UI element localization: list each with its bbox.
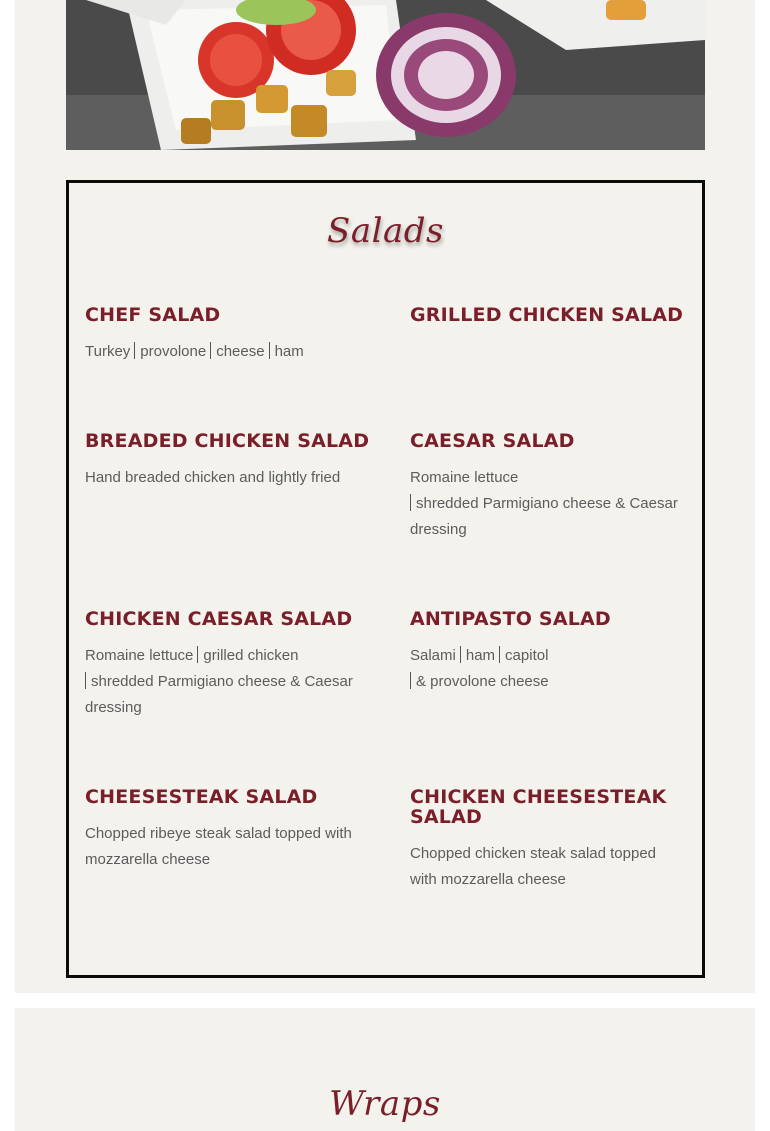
item-description	[410, 465, 690, 543]
item-description	[410, 643, 695, 695]
salads-menu-box	[66, 180, 705, 978]
section-title-salads: Salads	[327, 211, 444, 251]
separator	[410, 672, 411, 689]
desc-part: Salami	[410, 647, 456, 664]
desc-part: Romaine lettuce	[410, 469, 519, 486]
separator	[410, 494, 411, 511]
item-description: Chopped ribeye steak salad topped with mozzarella cheese	[85, 825, 352, 868]
menu-item-caesar-salad	[410, 431, 690, 543]
wraps-panel	[15, 1008, 755, 1131]
desc-part: grilled chicken	[203, 647, 299, 664]
desc-part: Romaine lettuce	[85, 647, 194, 664]
item-name: CAESAR SALAD	[410, 430, 575, 452]
menu-item-chicken-cheesesteak-salad	[410, 787, 675, 893]
item-description: Chopped chicken steak salad topped with mozzarella cheese	[410, 845, 657, 888]
separator	[210, 342, 211, 359]
item-name: GRILLED CHICKEN SALAD	[410, 304, 684, 326]
item-name: CHICKEN CHEESESTEAK SALAD	[410, 786, 667, 828]
salad-bowls-photo	[66, 0, 705, 150]
desc-part: shredded Parmigiano cheese & Caesar dressing	[85, 673, 353, 716]
desc-part: provolone	[140, 343, 207, 360]
menu-item-antipasto-salad	[410, 609, 695, 695]
desc-part: shredded Parmigiano cheese & Caesar dressing	[410, 495, 678, 538]
separator	[85, 672, 86, 689]
menu-item-chicken-caesar-salad	[85, 609, 365, 721]
separator	[269, 342, 270, 359]
menu-item-cheesesteak-salad	[85, 787, 370, 873]
desc-part: Turkey	[85, 343, 131, 360]
separator	[197, 646, 198, 663]
desc-part: ham	[465, 647, 496, 664]
menu-item-breaded-chicken-salad	[85, 431, 370, 491]
menu-item-chef-salad	[85, 305, 370, 365]
item-description	[85, 339, 370, 365]
item-description	[85, 643, 365, 721]
section-title-wraps: Wraps	[329, 1084, 441, 1124]
desc-part: & provolone cheese	[416, 673, 549, 690]
item-name: BREADED CHICKEN SALAD	[85, 430, 370, 452]
separator	[499, 646, 500, 663]
desc-part: cheese	[216, 343, 265, 360]
item-name: CHEF SALAD	[85, 304, 221, 326]
item-name: ANTIPASTO SALAD	[410, 608, 611, 630]
separator	[134, 342, 135, 359]
item-description: Hand breaded chicken and lightly fried	[85, 469, 341, 486]
item-name: CHEESESTEAK SALAD	[85, 786, 318, 808]
salads-panel	[15, 0, 755, 993]
item-name: CHICKEN CAESAR SALAD	[85, 608, 353, 630]
desc-part: ham	[274, 343, 304, 360]
desc-part: capitol	[505, 647, 549, 664]
separator	[460, 646, 461, 663]
menu-item-grilled-chicken-salad	[410, 305, 695, 325]
